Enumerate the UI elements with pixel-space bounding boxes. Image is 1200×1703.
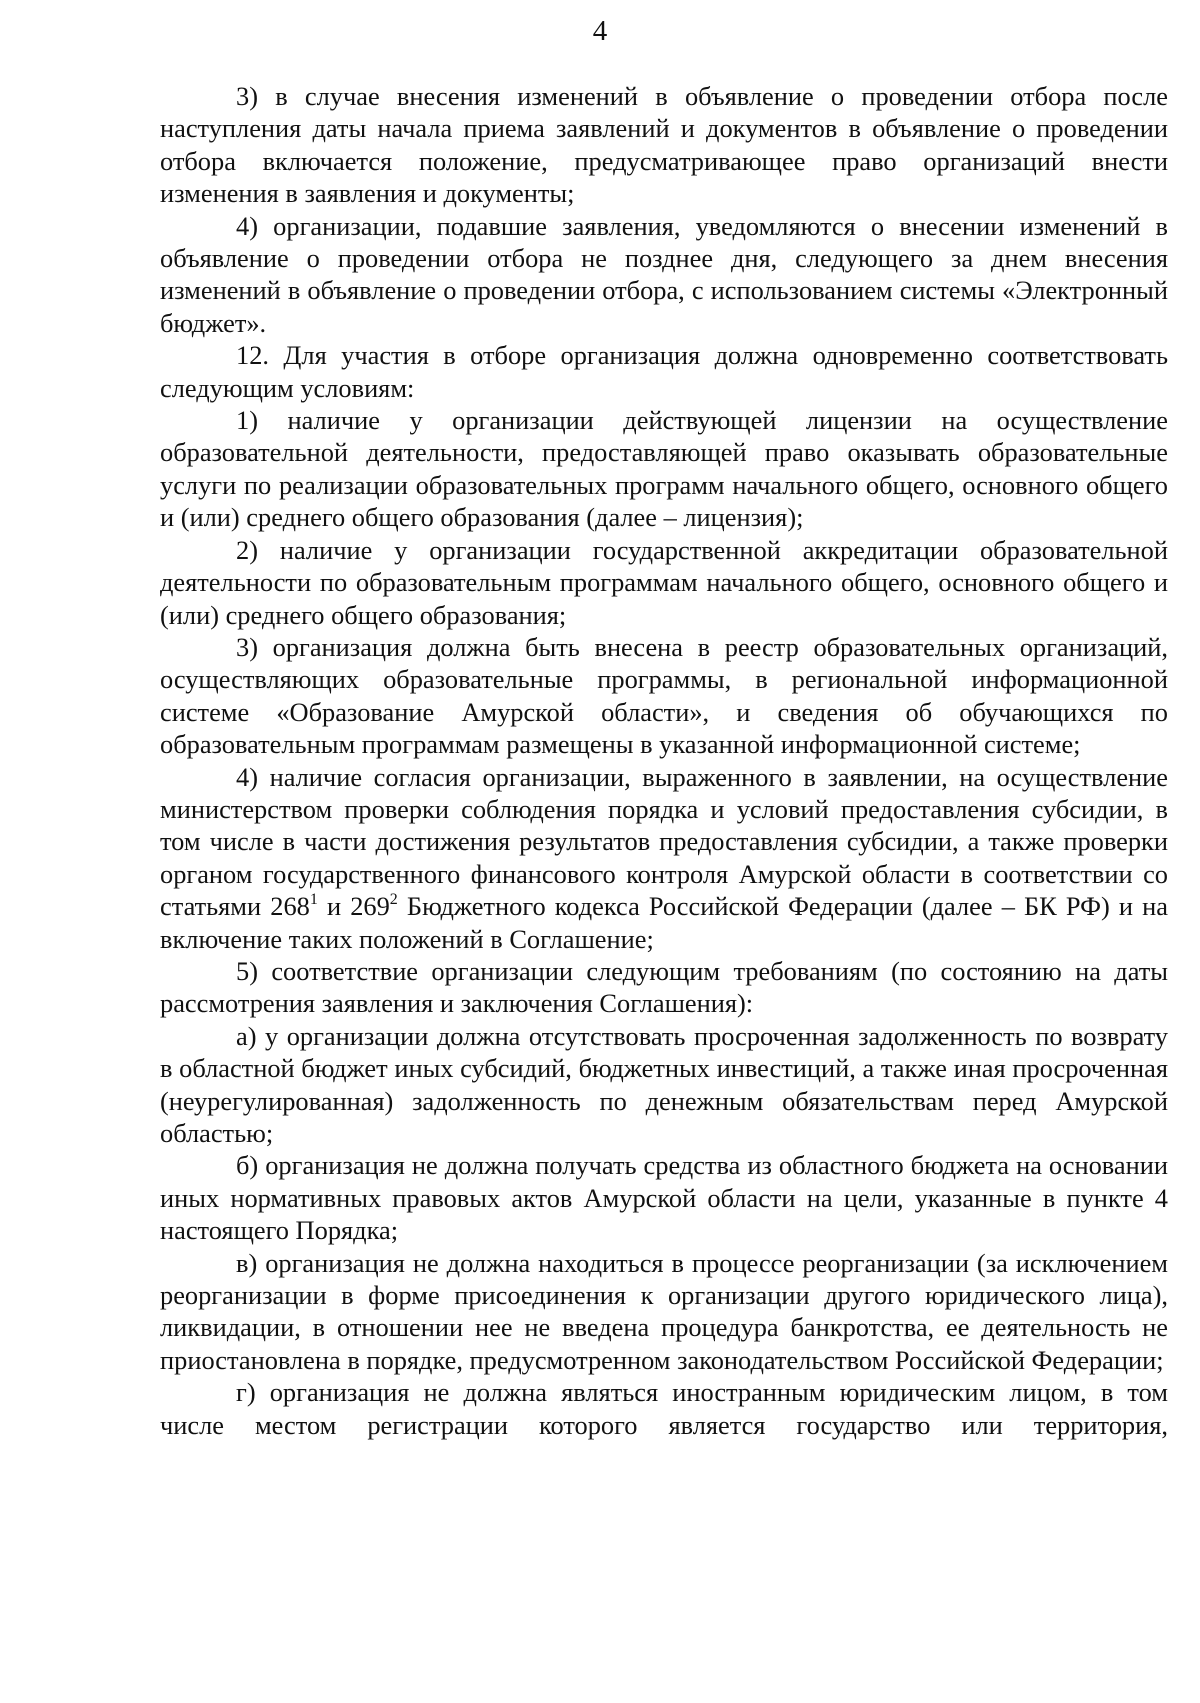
paragraph-item-3-announcement-changes: 3) в случае внесения изменений в объявление о проведении отбора после наступления даты начала приема заявлений и документов в объявление о проведении отбора включается положение, предусматривающее право организаций внести изменения в заявления и документы; <box>160 81 1168 209</box>
consent-text-part3: Бюджетного кодекса Российской Федерации (далее – БК РФ) и на включение таких положений в Соглашение; <box>160 891 1168 954</box>
consent-text-part2: и 269 <box>317 891 390 922</box>
article-269-superscript: 2 <box>389 891 398 909</box>
paragraph-requirement-a-debt: а) у организации должна отсутствовать просроченная задолженность по возврату в областной бюджет иных субсидий, бюджетных инвестиций, а также иная просроченная (неурегулированная) задолженность по денежным обязательствам перед Амурской областью; <box>160 1020 1168 1148</box>
paragraph-requirement-v-reorganization: в) организация не должна находиться в процессе реорганизации (за исключением реорганизации в форме присоединения к организации другого юридического лица), ликвидации, в отношении нее не введена процедура банкротства, ее деятельность не приостановлена в порядке, предусмотренном законодательством Российской Федерации; <box>160 1247 1168 1375</box>
paragraph-requirement-g-foreign-entity: г) организация не должна являться иностранным юридическим лицом, в том числе местом регистрации которого является государство или территория, <box>160 1377 1168 1440</box>
article-268-superscript: 1 <box>309 891 318 909</box>
paragraph-12-conditions: 12. Для участия в отборе организация должна одновременно соответствовать следующим условиям: <box>160 340 1168 403</box>
paragraph-item-4-notification: 4) организации, подавшие заявления, уведомляются о внесении изменений в объявление о проведении отбора не позднее дня, следующего за днем внесения изменений в объявление о проведении отбора, с использованием системы «Электронный бюджет». <box>160 210 1168 338</box>
consent-text-part1: 4) наличие согласия организации, выраженного в заявлении, на осуществление министерством проверки соблюдения порядка и условий предоставления субсидии, в том числе в части достижения результатов предоставления субсидии, а также проверки органом государственного финансового контроля Амурской области в соответствии со статьями 268 <box>160 761 1168 922</box>
paragraph-condition-1-license: 1) наличие у организации действующей лицензии на осуществление образовательной деятельности, предоставляющей право оказывать образовательные услуги по реализации образовательных программ начального общего, основного общего и (или) среднего общего образования (далее – лицензия); <box>160 405 1168 533</box>
document-body <box>160 80 1168 1441</box>
page-number: 4 <box>592 15 608 47</box>
paragraph-condition-3-registry: 3) организация должна быть внесена в реестр образовательных организаций, осуществляющих образовательные программы, в региональной информационной системе «Образование Амурской области», и сведения об обучающихся по образовательным программам размещены в указанной информационной системе; <box>160 631 1168 760</box>
paragraph-condition-5-requirements: 5) соответствие организации следующим требованиям (по состоянию на даты рассмотрения заявления и заключения Соглашения): <box>160 955 1168 1019</box>
paragraph-condition-4-consent <box>160 761 1168 955</box>
paragraph-requirement-b-funds: б) организация не должна получать средства из областного бюджета на основании иных нормативных правовых актов Амурской области на цели, указанные в пункте 4 настоящего Порядка; <box>160 1150 1168 1246</box>
paragraph-condition-2-accreditation: 2) наличие у организации государственной аккредитации образовательной деятельности по образовательным программам начального общего, основного общего и (или) среднего общего образования; <box>160 534 1168 630</box>
